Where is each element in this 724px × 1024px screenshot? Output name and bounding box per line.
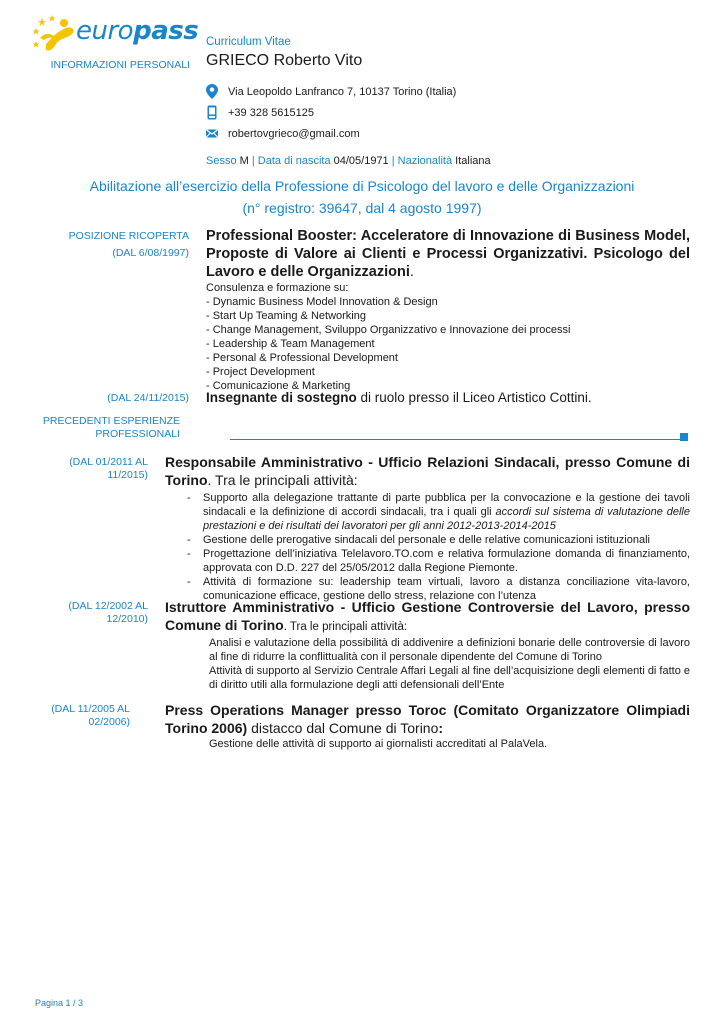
job-1-date-line-1: (DAL 01/2011 AL [69,456,148,468]
contact-email [206,126,360,141]
job-2-title-rest: . Tra le principali attività: [283,621,408,633]
list-item-text: Gestione delle prerogative sindacali del personale e delle relative comunicazioni istituzionali [203,534,650,546]
previous-label [30,415,180,441]
job-3-paragraph: Gestione delle attività di supporto ai giornalisti accreditati al PalaVela. [209,738,548,750]
phone-icon [206,105,218,120]
job-2-title-bold: Istruttore Amministrativo - Ufficio Gestione Controversie del Lavoro, presso Comune di Torino [165,599,690,633]
contact-address [206,84,456,99]
position-intro: Consulenza e formazione su: [206,282,349,294]
list-item: - Comunicazione & Marketing [206,380,351,392]
job-2-date-line-1: (DAL 12/2002 AL [68,600,148,612]
list-item [165,547,690,575]
job-2-paragraph: Analisi e valutazione della possibilità di addivenire a definizioni bonarie delle controversie di lavoro al fine di ridurre la conflittualità con il personale dipendente del Comune di Torino [209,637,690,663]
page-number: Pagina 1 / 3 [35,998,84,1008]
person-name: GRIECO Roberto Vito [206,52,363,69]
list-item: - Leadership & Team Management [206,338,375,350]
job-1-list [165,491,690,603]
contact-phone [206,105,314,120]
position-date-2: (DAL 24/11/2015) [107,392,189,404]
dob-label: Data di nascita [257,155,331,167]
list-item [165,533,690,547]
job-3-title [165,701,690,737]
job-1-title-bold: Responsabile Amministrativo - Ufficio Relazioni Sindacali, presso Comune di Torino [165,454,690,488]
job-2-date [30,600,148,626]
envelope-icon [206,126,218,141]
job-2 [165,598,690,692]
personal-details [206,155,491,167]
job-1 [165,453,690,603]
section-divider-square [680,433,688,441]
europass-wordmark [76,16,198,46]
job-3-title-end: : [438,720,444,736]
phone-text: +39 328 5615125 [228,106,314,119]
sex-label: Sesso [206,155,237,167]
job-1-title-rest: . Tra le principali attività: [207,472,358,488]
location-pin-icon [206,84,218,99]
position-title [206,227,690,281]
cv-label: Curriculum Vitae [206,36,291,48]
logo-word-light: euro [76,16,134,46]
list-item-italic: accordi sul sistema di valutazione delle prestazioni e dei risultati dei lavoratori per gli anni 2012-2013-2014-2015 [203,506,690,532]
job-3-title-bold: Press Operations Manager presso Toroc (Comitato Organizzatore Olimpiadi Torino 2006) [165,702,690,736]
address-text: Via Leopoldo Lanfranco 7, 10137 Torino (Italia) [228,85,457,98]
europass-logo [32,14,199,56]
section-label-personal-info: INFORMAZIONI PERSONALI [50,59,190,71]
list-item: - Project Development [206,366,315,378]
list-item-text: Supporto alla delegazione trattante di parte pubblica per la convocazione e la gestione dei tavoli sindacali e la definizione di accordi sindacali, tra i quali gli [203,492,690,518]
job-1-title [165,453,690,489]
previous-label-line-2: PROFESSIONALI [95,428,180,440]
job-3-date-line-1: (DAL 11/2005 AL [51,703,130,715]
job-2-title [165,598,690,636]
position-list [206,295,690,393]
job-3-date-line-2: 02/2006) [88,716,130,728]
list-item: - Dynamic Business Model Innovation & Design [206,296,438,308]
dob-value: 04/05/1971 [333,155,389,167]
logo-word-bold: pass [133,16,199,46]
nationality-label: Nazionalità [397,155,453,167]
previous-label-line-1: PRECEDENTI ESPERIENZE [42,415,180,427]
role-2 [206,390,592,405]
list-item: - Start Up Teaming & Networking [206,310,366,322]
list-item: - Personal & Professional Development [206,352,398,364]
list-item-text: Progettazione dell’iniziativa Telelavoro.TO.com e relativa formulazione domanda di finanziamento, approvata con D.D. 227 del 25/05/2012 dalla Regione Piemonte. [203,548,690,574]
role-2-bold: Insegnante di sostegno [206,390,357,405]
list-item-text: Attività di formazione su: leadership team virtuali, lavoro a distanza conciliazione vita-lavoro, comunicazione efficace, gestione dello stress, relazione con l’utenza [203,576,690,602]
role-2-rest: di ruolo presso il Liceo Artistico Cottini. [356,390,592,405]
qualification-line-1: Abilitazione all’esercizio della Professione di Psicologo del lavoro e delle Organizzazioni [89,178,635,194]
separator: | [391,155,395,167]
separator: | [251,155,255,167]
email-text[interactable]: robertovgrieco@gmail.com [228,127,360,140]
job-2-paragraph: Attività di supporto al Servizio Centrale Affari Legali al fine dell’acquisizione degli elementi di fatto e di diritto utili alla formulazione degli atti defensionali dell’Ente [209,665,691,691]
position-block [206,227,690,393]
position-title-text: Professional Booster: Acceleratore di Innovazione di Business Model, Proposte di Valore ai Clienti e Processi Organizzativi. Psicologo del Lavoro e delle Organizzazioni [206,228,690,280]
list-item: - Change Management, Sviluppo Organizzativo e Innovazione dei processi [206,324,571,336]
job-3-date [30,703,130,729]
job-1-date-line-2: 11/2015) [107,469,148,481]
list-item [165,491,690,533]
qualification-line-2: (n° registro: 39647, dal 4 agosto 1997) [242,200,482,216]
job-1-date [30,456,148,482]
job-3-title-mid: distacco dal Comune di Torino [247,720,439,736]
sex-value: M [239,155,249,167]
job-2-date-line-2: 12/2010) [106,613,148,625]
position-date-1: (DAL 6/08/1997) [112,247,189,259]
position-label: POSIZIONE RICOPERTA [68,230,189,242]
position-title-end: . [409,264,414,280]
nationality-value: Italiana [455,155,491,167]
job-3 [165,701,690,751]
section-divider [230,439,680,440]
europass-figure-stars-icon [32,14,80,56]
